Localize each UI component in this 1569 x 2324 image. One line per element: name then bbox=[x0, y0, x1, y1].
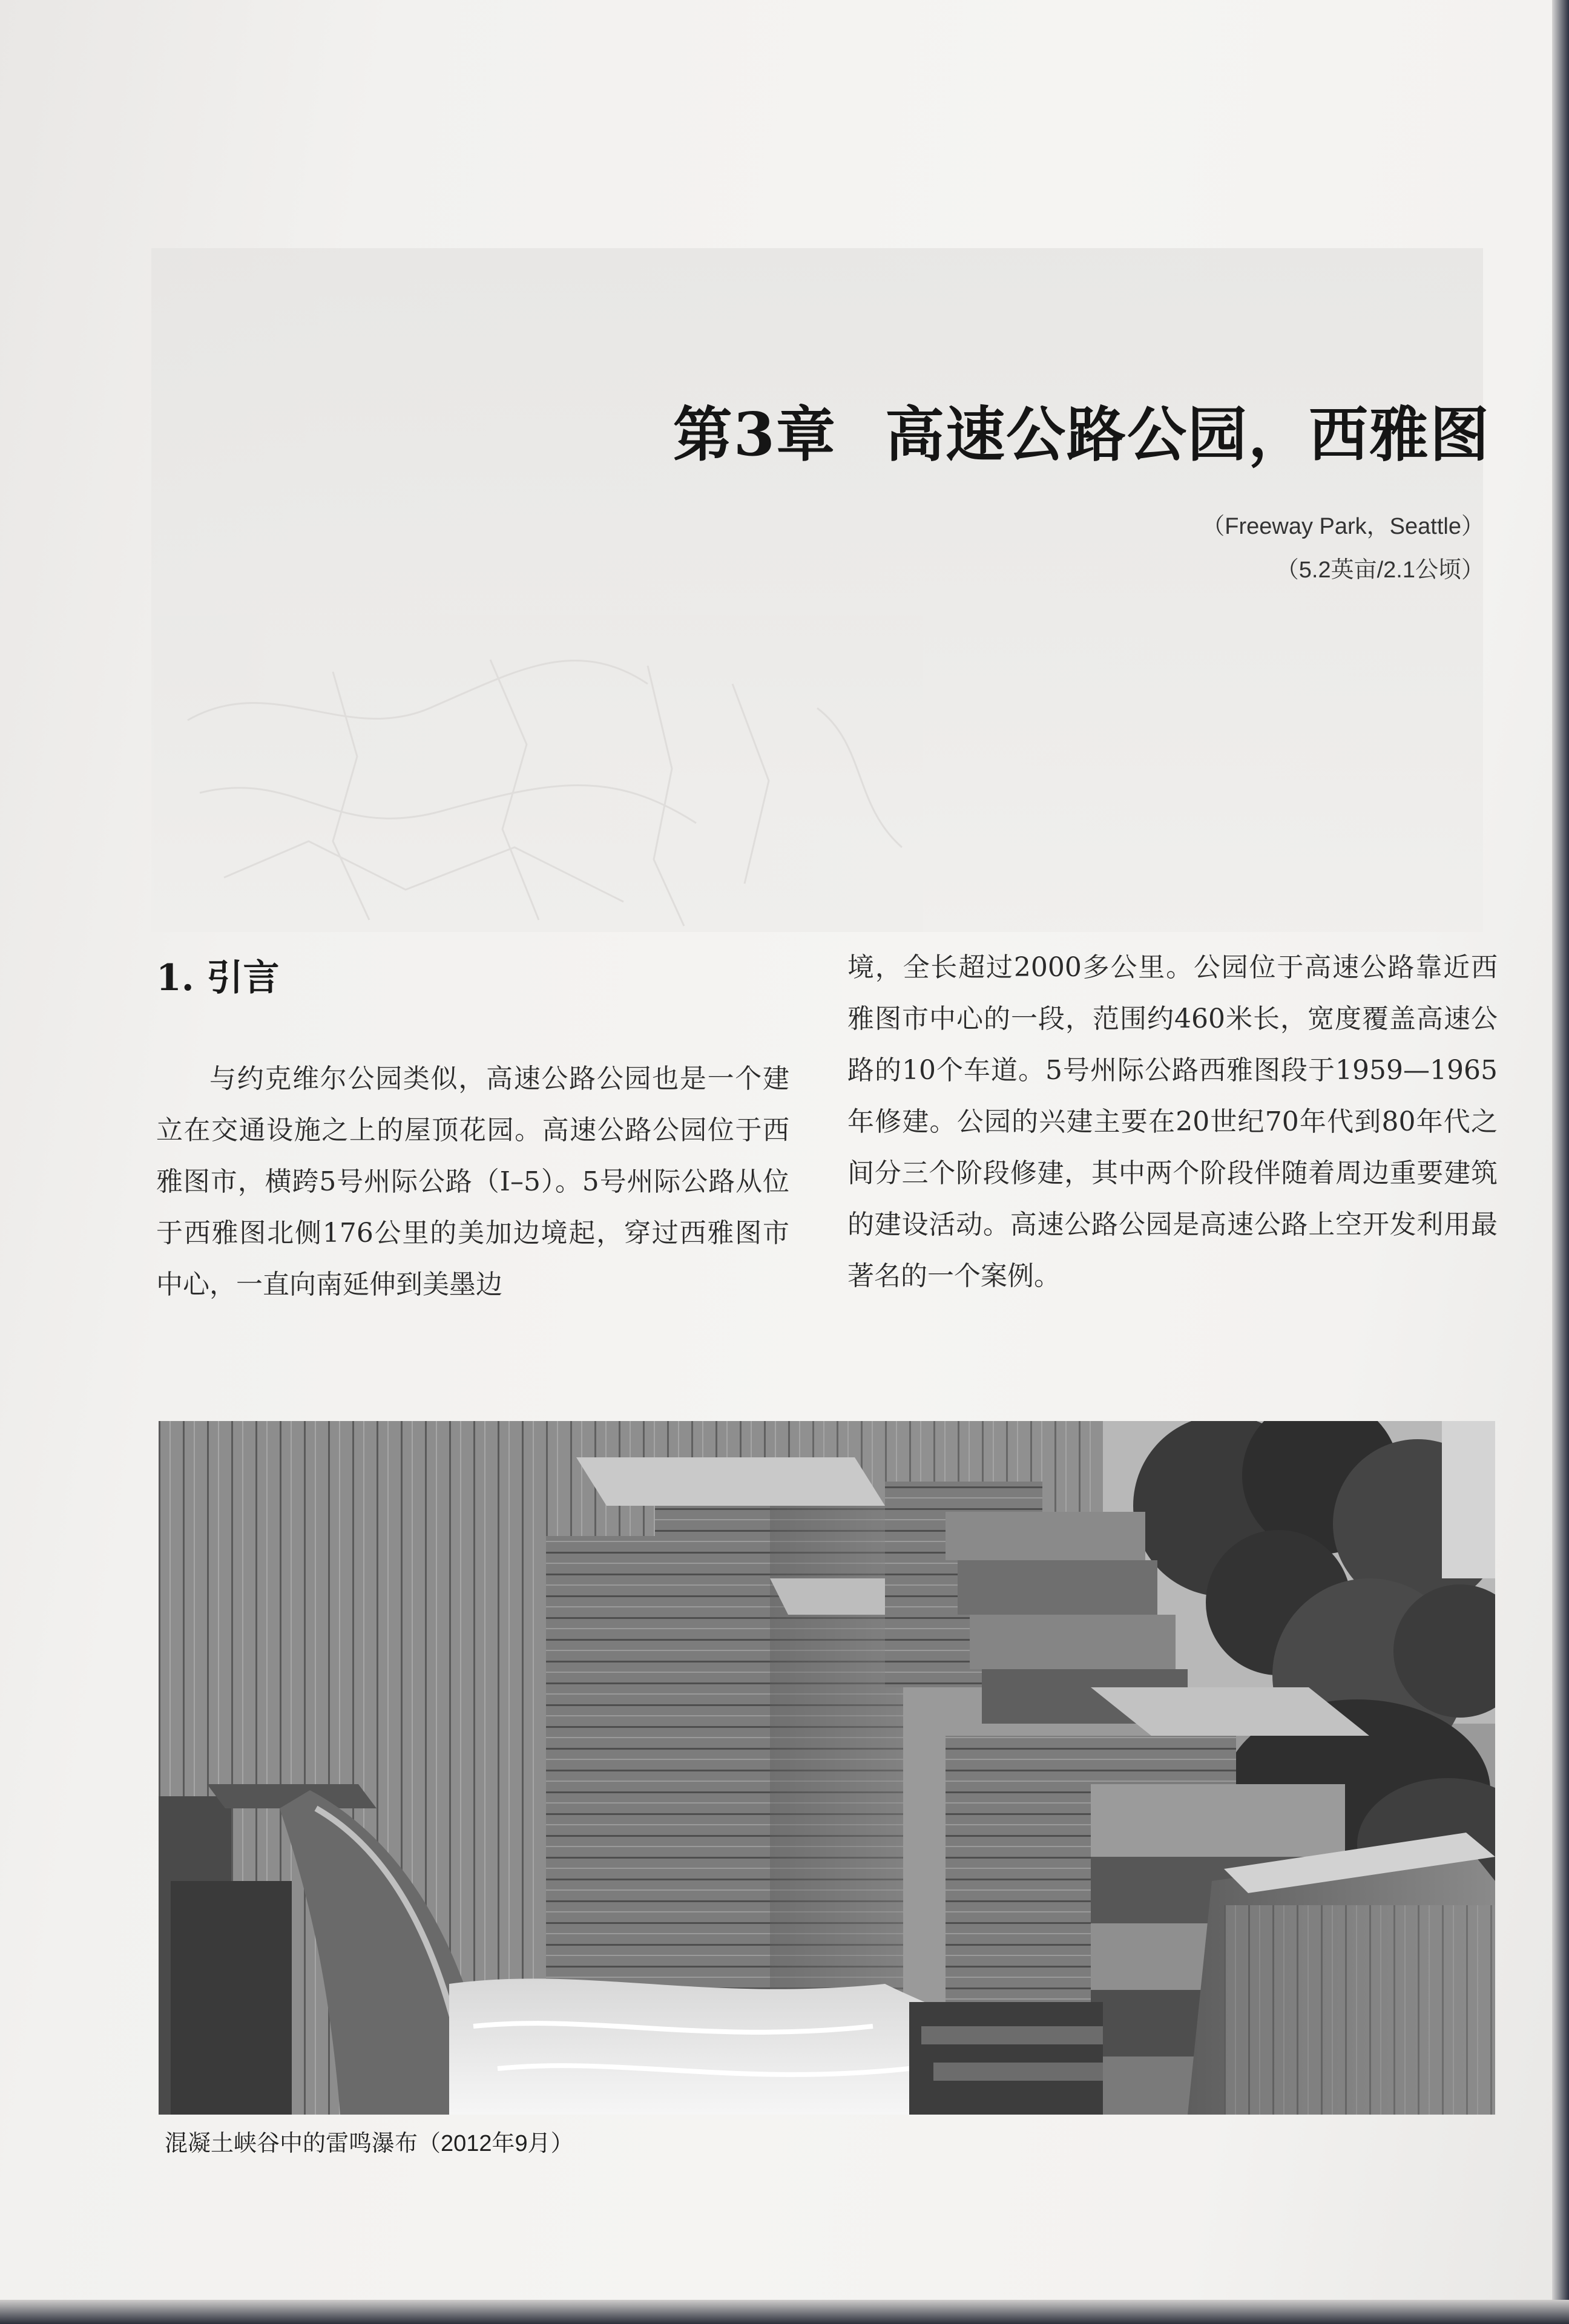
body-text-left-column: 与约克维尔公园类似，高速公路公园也是一个建立在交通设施之上的屋顶花园。高速公路公园位于西雅图市，横跨5号州际公路（I–5）。5号州际公路从位于西雅图北侧176公里的美加边境起，穿过西雅图市中心，一直向南延伸到美墨边 bbox=[156, 1063, 789, 1300]
chapter-background-panel bbox=[151, 248, 1483, 932]
page-edge-bottom bbox=[0, 2300, 1569, 2324]
waterfall-photo bbox=[159, 1421, 1495, 2115]
photo-caption: 混凝土峡谷中的雷鸣瀑布（2012年9月） bbox=[165, 2131, 574, 2156]
chapter-number: 第3章 bbox=[673, 400, 837, 470]
concrete-canyon-illustration bbox=[159, 1421, 1495, 2115]
chapter-area: （5.2英亩/2.1公顷） bbox=[1275, 557, 1484, 583]
chapter-title bbox=[673, 387, 1490, 473]
chapter-title-text: 高速公路公园，西雅图 bbox=[884, 400, 1490, 470]
chapter-english-name: （Freeway Park，Seattle） bbox=[1202, 514, 1484, 539]
faint-map-pattern bbox=[151, 248, 1483, 932]
page-edge-right bbox=[1552, 0, 1569, 2324]
section-heading: 1. 引言 bbox=[156, 957, 280, 999]
body-text-right-column: 境，全长超过2000多公里。公园位于高速公路靠近西雅图市中心的一段，范围约460米长，宽度覆盖高速公路的10个车道。5号州际公路西雅图段于1959—1965年修建。公园的兴建主要在20世纪70年代到80年代之间分三个阶段修建，其中两个阶段伴随着周边重要建筑的建设活动。高速公路公园是高速公路上空开发利用最著名的一个案例。 bbox=[847, 952, 1498, 1292]
